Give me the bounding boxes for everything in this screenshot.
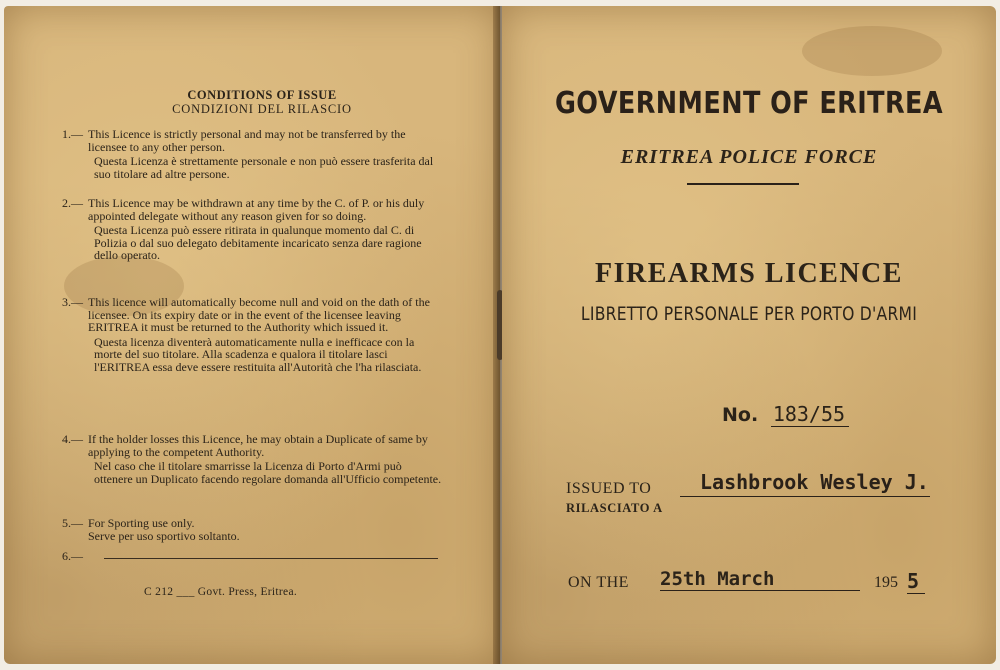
police-force-heading: ERITREA POLICE FORCE	[620, 146, 878, 168]
conditions-heading-it: CONDIZIONI DEL RILASCIO	[172, 102, 352, 116]
condition-number: 6.—	[62, 549, 83, 563]
printer-footer: C 212 ___ Govt. Press, Eritrea.	[144, 586, 298, 598]
condition-number: 3.—	[62, 295, 83, 309]
year-digit: 5	[907, 569, 925, 594]
conditions-heading-en: CONDITIONS OF ISSUE	[187, 88, 337, 102]
year-prefix: 195	[874, 574, 898, 591]
paper-stain	[802, 26, 942, 76]
government-heading: GOVERNMENT OF ERITREA	[554, 86, 944, 121]
licence-title: FIREARMS LICENCE	[595, 258, 903, 289]
condition-number: 5.—	[62, 516, 83, 530]
condition-number: 1.—	[62, 127, 83, 141]
condition-text-en: If the holder losses this Licence, he may obtain a Duplicate of same by applying to the competent Authority.	[88, 432, 428, 459]
condition-text-it: Questa Licenza può essere ritirata in qualunque momento dal C. di Polizia o dal suo delegato debitamente incaricato senza dare ragione dello operato.	[94, 223, 422, 262]
issued-to-name: Lashbrook Wesley J.	[700, 470, 929, 494]
condition-text-en: This Licence may be withdrawn at any time by the C. of P. or his duly appointed delegate without any reason given for so doing.	[88, 196, 425, 223]
condition-number: 2.—	[62, 196, 83, 210]
condition-4	[62, 433, 442, 485]
right-page	[502, 6, 996, 664]
condition-text-en: For Sporting use only.	[88, 516, 195, 530]
licence-number-value: 183/55	[771, 402, 849, 427]
condition-blank-line	[104, 558, 438, 559]
condition-text-it: Serve per uso sportivo soltanto.	[88, 528, 240, 543]
condition-text-it: Questa Licenza è strettamente personale e non può essere trasferita dal suo titolare ad altre persone.	[94, 154, 434, 181]
licence-number-row	[722, 402, 849, 426]
licence-subtitle: LIBRETTO PERSONALE PER PORTO D'ARMI	[580, 303, 918, 325]
licence-number-label: No.	[722, 404, 759, 426]
issued-to-line	[680, 496, 930, 497]
condition-text-en: This licence will automatically become null and void on the dath of the licensee. On its expiry date or in the event of the licensee leaving ERITREA it must be returned to the Authority which issued it.	[88, 295, 430, 334]
condition-1	[62, 128, 442, 180]
rilasciato-label: RILASCIATO A	[566, 501, 663, 515]
heading-divider	[687, 183, 799, 185]
on-the-label: ON THE	[568, 574, 629, 591]
left-page	[4, 6, 500, 664]
condition-text-en: This Licence is strictly personal and may not be transferred by the licensee to any other person.	[88, 127, 406, 154]
condition-5	[62, 517, 442, 542]
condition-3	[62, 296, 442, 373]
condition-number: 4.—	[62, 432, 83, 446]
issue-date: 25th March	[660, 568, 860, 591]
issued-to-label: ISSUED TO	[566, 480, 652, 497]
condition-text-it: Questa licenza diventerà automaticamente nulla e inefficace con la morte del suo titolare. Alla scadenza e qualora il titolare lasci l'ERITREA essa deve essere restituita all'Autorità che l'ha rilasciata.	[94, 334, 422, 374]
condition-text-it: Nel caso che il titolare smarrisse la Licenza di Porto d'Armi può ottenere un Duplicato facendo regolare domanda all'Ufficio competente.	[94, 459, 442, 486]
condition-2	[62, 197, 442, 262]
